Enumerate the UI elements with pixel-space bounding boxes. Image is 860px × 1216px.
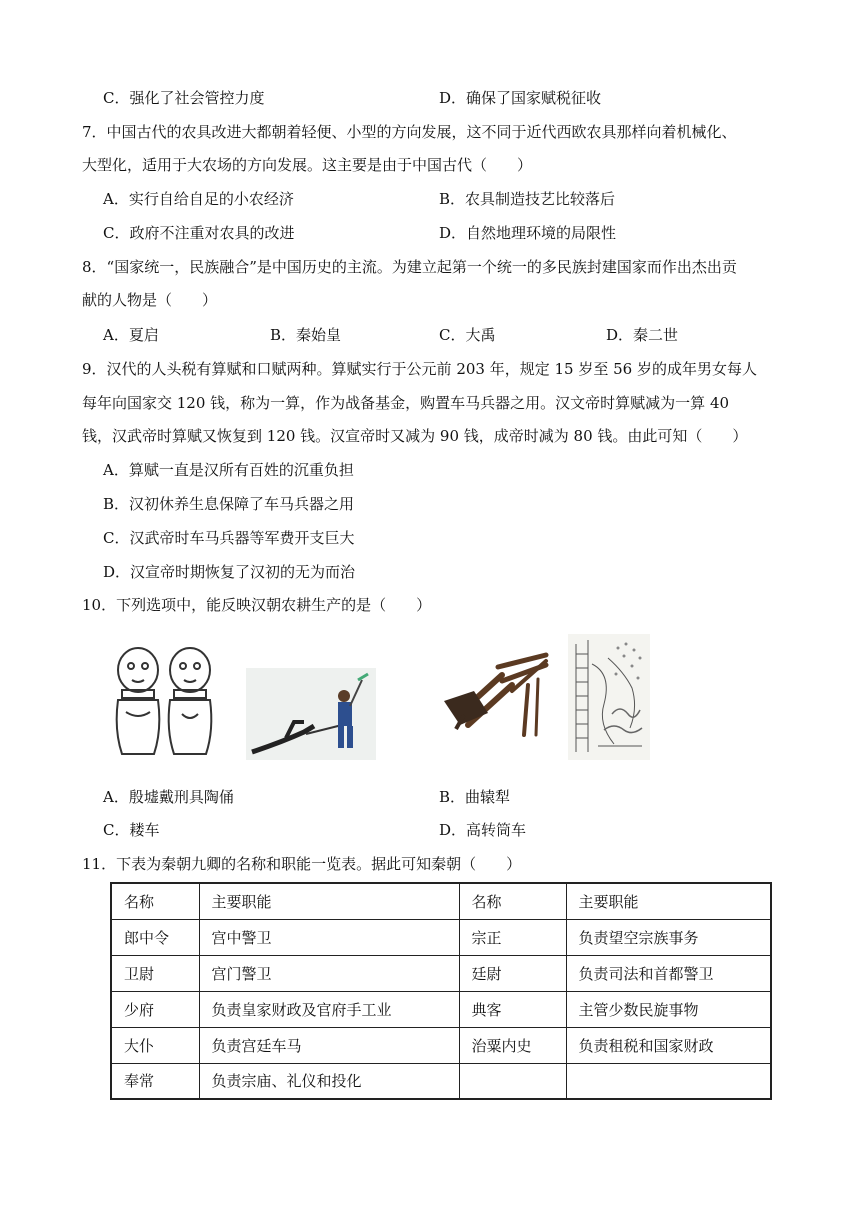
table-cell: 奉常 <box>111 1063 199 1099</box>
nine-ministers-table <box>110 882 772 1100</box>
table-row <box>111 1027 771 1063</box>
table-cell: 负责司法和首都警卫 <box>566 955 771 991</box>
q9-option-c: C．汉武帝时车马兵器等军费开支巨大 <box>103 529 355 547</box>
table-cell: 大仆 <box>111 1027 199 1063</box>
table-cell: 主管少数民旋事物 <box>566 991 771 1027</box>
q9-option-a: A．算赋一直是汉所有百姓的沉重负担 <box>103 461 354 479</box>
table-cell: 负责望空宗族事务 <box>566 919 771 955</box>
table-header-cell: 主要职能 <box>199 883 459 919</box>
waterwheel-print-image <box>568 634 650 760</box>
table-cell: 廷尉 <box>459 955 566 991</box>
table-cell: 卫尉 <box>111 955 199 991</box>
table-cell: 少府 <box>111 991 199 1027</box>
curved-plow-image <box>246 668 376 760</box>
table-header-cell: 名称 <box>111 883 199 919</box>
table-cell <box>566 1063 771 1099</box>
table-row <box>111 919 771 955</box>
q9-option-b: B．汉初休养生息保障了车马兵器之用 <box>103 495 355 513</box>
table-row <box>111 1063 771 1099</box>
table-cell: 负责皇家财政及官府手工业 <box>199 991 459 1027</box>
table-cell: 宗正 <box>459 919 566 955</box>
q7-option-a: A．实行自给自足的小农经济 <box>103 190 294 208</box>
q7-option-c: C．政府不注重对农具的改进 <box>103 224 295 242</box>
q6-option-c: C．强化了社会管控力度 <box>103 89 265 107</box>
table-header-cell: 主要职能 <box>566 883 771 919</box>
table-cell: 负责宫廷车马 <box>199 1027 459 1063</box>
table-cell: 负责租税和国家财政 <box>566 1027 771 1063</box>
q7-option-b: B．农具制造技艺比较落后 <box>439 190 616 208</box>
q10-stem: 10．下列选项中，能反映汉朝农耕生产的是（ ） <box>82 596 432 614</box>
q7-stem-line2: 大型化，适用于大农场的方向发展。这主要是由于中国古代（ ） <box>82 156 533 174</box>
q10-option-b: B．曲辕犁 <box>439 788 511 806</box>
table-cell: 负责宗庙、礼仪和投化 <box>199 1063 459 1099</box>
table-row <box>111 955 771 991</box>
q10-option-a: A．殷墟戴刑具陶俑 <box>103 788 234 806</box>
table-cell <box>459 1063 566 1099</box>
table-cell: 治粟内史 <box>459 1027 566 1063</box>
pottery-figurines-image <box>102 642 226 758</box>
q8-stem-line2: 献的人物是（ ） <box>82 291 218 309</box>
q8-option-a: A．夏启 <box>103 326 159 344</box>
q10-option-d: D．高转筒车 <box>439 821 527 839</box>
table-header-cell: 名称 <box>459 883 566 919</box>
q8-stem-line1: 8．“国家统一，民族融合”是中国历史的主流。为建立起第一个统一的多民族封建国家而作出杰出贡 <box>82 258 737 276</box>
table-cell: 宫门警卫 <box>199 955 459 991</box>
table-cell: 典客 <box>459 991 566 1027</box>
q9-option-d: D．汉宣帝时期恢复了汉初的无为而治 <box>103 563 356 581</box>
seed-drill-image <box>438 645 558 741</box>
table-row <box>111 991 771 1027</box>
q9-stem-line1: 9．汉代的人头税有算赋和口赋两种。算赋实行于公元前 203 年，规定 15 岁至 56 岁的成年男女每人 <box>82 360 757 378</box>
q6-option-d: D．确保了国家赋税征收 <box>439 89 602 107</box>
q7-option-d: D．自然地理环境的局限性 <box>439 224 617 242</box>
q8-option-b: B．秦始皇 <box>270 326 342 344</box>
q9-stem-line2: 每年向国家交 120 钱，称为一算，作为战备基金，购置车马兵器之用。汉文帝时算赋减为一算 40 <box>82 394 730 412</box>
q7-stem-line1: 7．中国古代的农具改进大都朝着轻便、小型的方向发展，这不同于近代西欧农具那样向着机械化、 <box>82 123 737 141</box>
q8-option-d: D．秦二世 <box>606 326 679 344</box>
table-cell: 郎中令 <box>111 919 199 955</box>
q9-stem-line3: 钱，汉武帝时算赋又恢复到 120 钱。汉宣帝时又减为 90 钱，成帝时减为 80 钱。由此可知（ ） <box>82 427 748 445</box>
q11-stem: 11．下表为秦朝九卿的名称和职能一览表。据此可知秦朝（ ） <box>82 855 522 873</box>
q8-option-c: C．大禹 <box>439 326 496 344</box>
q10-option-c: C．耧车 <box>103 821 160 839</box>
table-cell: 宫中警卫 <box>199 919 459 955</box>
table-header-row <box>111 883 771 919</box>
